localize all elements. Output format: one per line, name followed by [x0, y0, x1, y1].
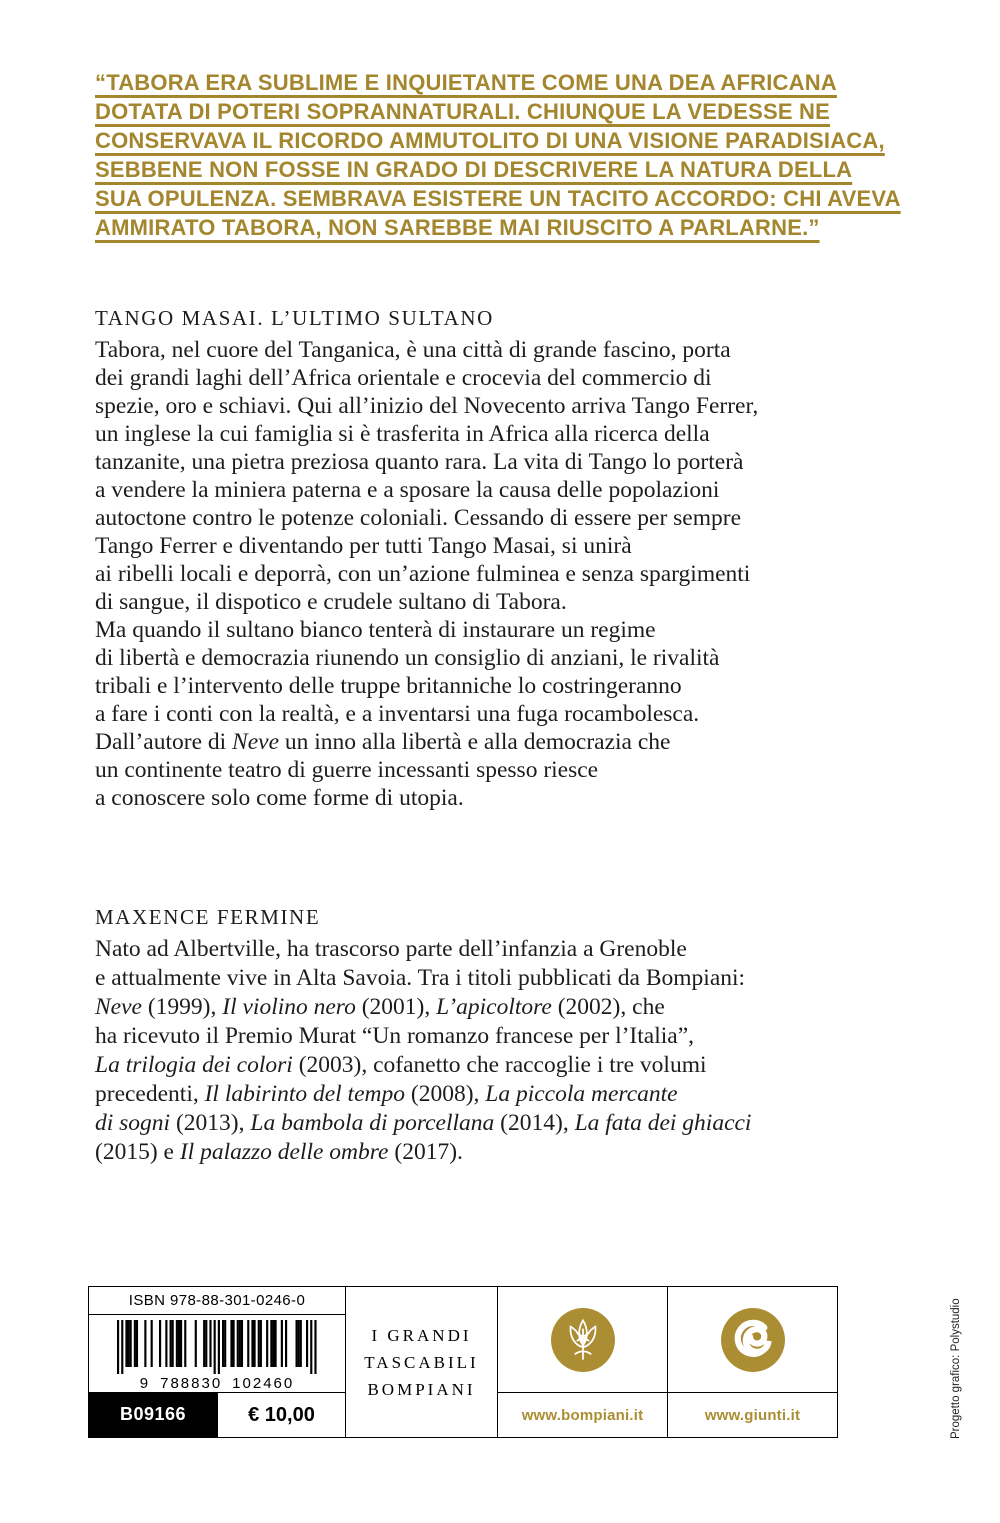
synopsis-text [95, 336, 925, 812]
text-line: Tango Ferrer e diventando per tutti Tango Masai, si unirà [95, 533, 632, 559]
text-line: e attualmente vive in Alta Savoia. Tra i titoli pubblicati da Bompiani: [95, 965, 746, 991]
design-credit: Progetto grafico: Polystudio [950, 1298, 962, 1439]
text-line: ha ricevuto il Premio Murat “Un romanzo francese per l’Italia”, [95, 1023, 694, 1049]
quote-line: AMMIRATO TABORA, NON SAREBBE MAI RIUSCITO A PARLARNE.” [95, 215, 820, 240]
text-line: spezie, oro e schiavi. Qui all’inizio del Novecento arriva Tango Ferrer, [95, 393, 759, 419]
barcode-digits [140, 1375, 294, 1392]
text-line: Neve (1999), Il violino nero (2001), L’apicoltore (2002), che [95, 994, 665, 1020]
bompiani-url: www.bompiani.it [497, 1392, 667, 1437]
quote-line: “TABORA ERA SUBLIME E INQUIETANTE COME UNA DEA AFRICANA [95, 70, 837, 95]
text-line: Tabora, nel cuore del Tanganica, è una città di grande fascino, porta [95, 337, 731, 363]
barcode-digit-group: 102460 [232, 1375, 295, 1392]
text-line: Ma quando il sultano bianco tenterà di instaurare un regime [95, 617, 656, 643]
book-title-heading: TANGO MASAI. L’ULTIMO SULTANO [95, 306, 494, 330]
text-line: tanzanite, una pietra preziosa quanto rara. La vita di Tango lo porterà [95, 449, 744, 475]
giunti-logo-cell [667, 1287, 837, 1392]
text-line: autoctone contro le potenze coloniali. Cessando di essere per sempre [95, 505, 742, 531]
giunti-url: www.giunti.it [667, 1392, 837, 1437]
barcode-digit-group: 788830 [160, 1375, 223, 1392]
text-line: a vendere la miniera paterna e a sposare la causa delle popolazioni [95, 477, 720, 503]
barcode-cell [89, 1287, 345, 1392]
bompiani-logo-cell [497, 1287, 667, 1392]
text-line: di sogni (2013), La bambola di porcellana (2014), La fata dei ghiacci [95, 1110, 752, 1136]
bompiani-logo-icon [550, 1307, 616, 1373]
text-line: Dall’autore di Neve un inno alla libertà e alla democrazia che [95, 729, 671, 755]
quote-line: SEBBENE NON FOSSE IN GRADO DI DESCRIVERE LA NATURA DELLA [95, 157, 853, 182]
giunti-logo-icon [720, 1307, 786, 1373]
text-line: dei grandi laghi dell’Africa orientale e crocevia del commercio di [95, 365, 712, 391]
text-line: di sangue, il dispotico e crudele sultano di Tabora. [95, 589, 567, 615]
text-line: tribali e l’intervento delle truppe britanniche lo costringeranno [95, 673, 682, 699]
author-section [95, 903, 925, 1167]
text-line: precedenti, Il labirinto del tempo (2008), La piccola mercante [95, 1081, 678, 1107]
text-line: Nato ad Albertville, ha trascorso parte dell’infanzia a Grenoble [95, 936, 687, 962]
text-line: un inglese la cui famiglia si è trasferita in Africa alla ricerca della [95, 421, 710, 447]
print-code: B09166 [89, 1392, 217, 1437]
series-line: BOMPIANI [367, 1379, 476, 1399]
text-line: un continente teatro di guerre incessanti spesso riesce [95, 757, 599, 783]
text-line: (2015) e Il palazzo delle ombre (2017). [95, 1139, 463, 1165]
isbn-label: ISBN 978-88-301-0246-0 [89, 1292, 345, 1315]
text-line: ai ribelli locali e deporrà, con un’azione fulminea e senza spargimenti [95, 561, 751, 587]
text-line: di libertà e democrazia riunendo un consiglio di anziani, le rivalità [95, 645, 720, 671]
series-line: TASCABILI [364, 1352, 479, 1372]
barcode [117, 1320, 317, 1374]
series-line: I GRANDI [371, 1325, 472, 1345]
cover-quote [95, 68, 925, 242]
footer-box [88, 1286, 838, 1438]
quote-line: DOTATA DI POTERI SOPRANNATURALI. CHIUNQUE LA VEDESSE NE [95, 99, 830, 124]
quote-line: CONSERVAVA IL RICORDO AMMUTOLITO DI UNA VISIONE PARADISIACA, [95, 128, 885, 153]
author-bio-text [95, 935, 925, 1167]
synopsis-section [95, 304, 925, 812]
text-line: a fare i conti con la realtà, e a inventarsi una fuga rocambolesca. [95, 701, 700, 727]
price: € 10,00 [217, 1392, 345, 1437]
text-line: La trilogia dei colori (2003), cofanetto che raccoglie i tre volumi [95, 1052, 707, 1078]
author-name-heading: MAXENCE FERMINE [95, 905, 321, 929]
quote-line: SUA OPULENZA. SEMBRAVA ESISTERE UN TACITO ACCORDO: CHI AVEVA [95, 186, 901, 211]
series-imprint [345, 1287, 497, 1437]
text-line: a conoscere solo come forme di utopia. [95, 785, 464, 811]
barcode-digit-group: 9 [139, 1375, 151, 1392]
